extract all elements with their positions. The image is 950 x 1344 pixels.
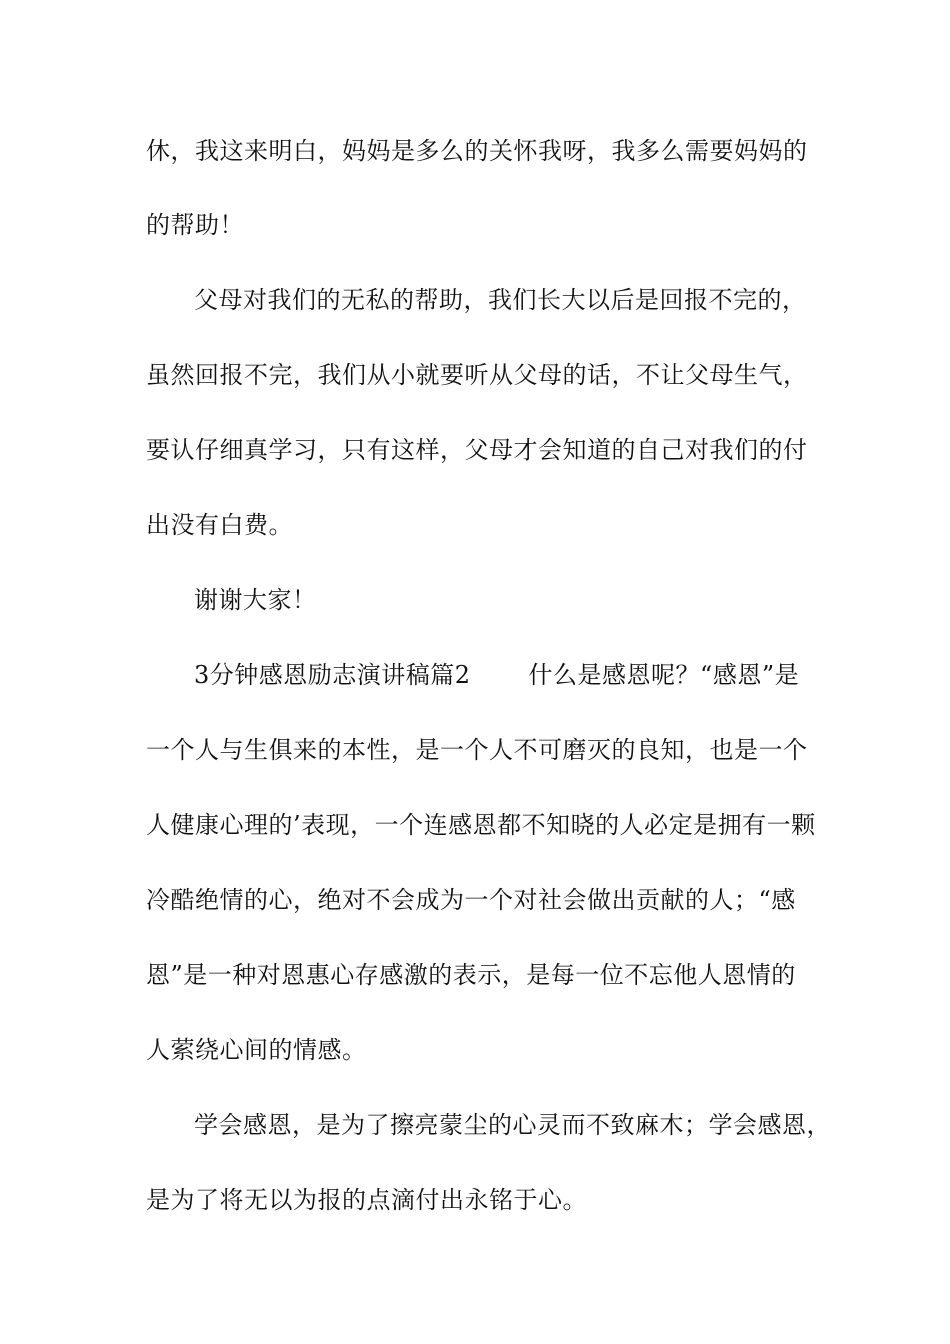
text-line: 一个人与生俱来的本性，是一个人不可磨灭的良知，也是一个 — [146, 736, 808, 764]
thanks-line: 谢谢大家！ — [194, 586, 317, 614]
text-line: 休，我这来明白，妈妈是多么的关怀我呀，我多么需要妈妈的 — [146, 137, 808, 165]
section-heading-line — [194, 660, 874, 690]
text-line: 的帮助！ — [146, 211, 244, 239]
text-line: 冷酷绝情的心，绝对不会成为一个对社会做出贡献的人；“感 — [146, 886, 796, 914]
text-line: 人健康心理的’表现，一个连感恩都不知晓的人必定是拥有一颗 — [146, 811, 816, 839]
text-line: 恩”是一种对恩惠心存感激的表示，是每一位不忘他人恩情的 — [146, 961, 796, 989]
paragraph-start-line: 父母对我们的无私的帮助，我们长大以后是回报不完的， — [194, 286, 807, 314]
paragraph-start-line: 学会感恩，是为了擦亮蒙尘的心灵而不致麻木；学会感恩， — [194, 1111, 831, 1139]
text-line: 要认仔细真学习，只有这样，父母才会知道的自己对我们的付 — [146, 436, 808, 464]
text-line: 出没有白费。 — [146, 511, 293, 539]
section-title: 3分钟感恩励志演讲稿篇2 — [194, 661, 471, 689]
section-intro-text: 什么是感恩呢？“感恩”是 — [528, 661, 800, 689]
text-line: 虽然回报不完，我们从小就要听从父母的话，不让父母生气， — [146, 361, 808, 389]
text-line: 人萦绕心间的情感。 — [146, 1036, 367, 1064]
text-line: 是为了将无以为报的点滴付出永铭于心。 — [146, 1186, 587, 1214]
